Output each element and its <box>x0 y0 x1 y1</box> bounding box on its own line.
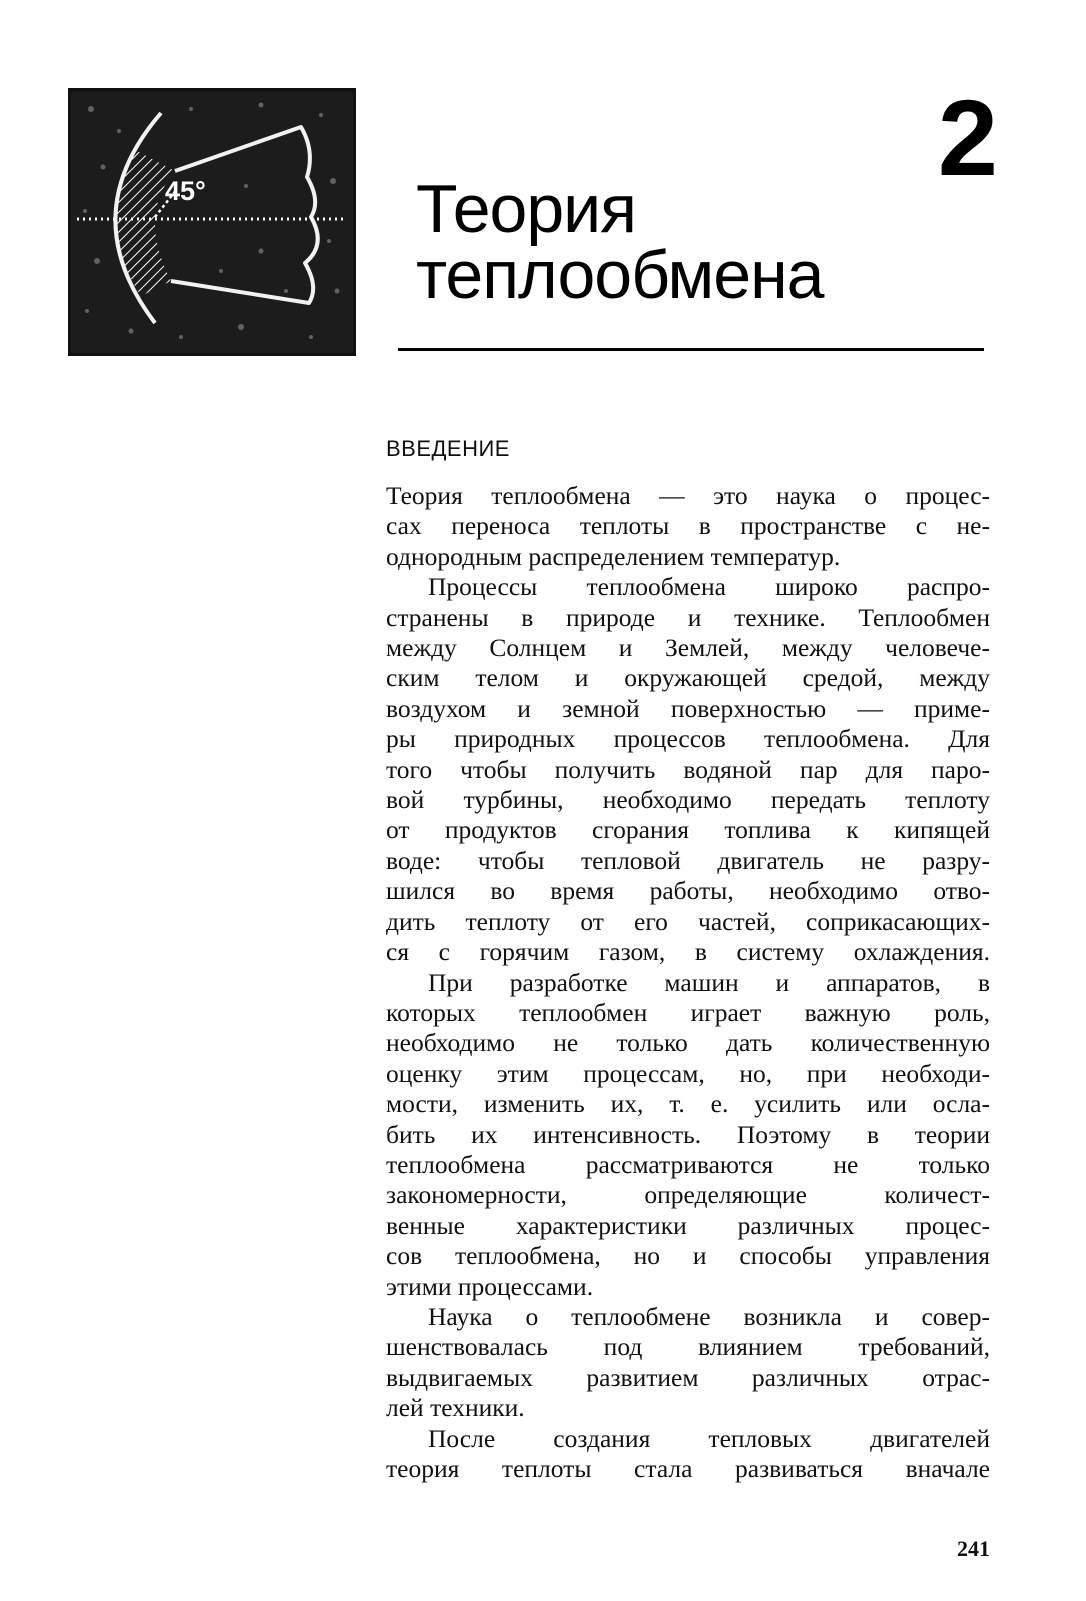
text-line: Процессы теплообмена широко распро- <box>428 572 990 602</box>
text-line: оценку этим процессам, но, при необходи- <box>386 1058 990 1088</box>
heat-angle-emblem-icon <box>71 91 353 353</box>
body-text <box>386 481 990 1484</box>
chapter-title-line-1: Теория <box>416 171 636 247</box>
text-line: После создания тепловых двигателей <box>428 1423 990 1453</box>
text-line: шился во время работы, необходимо отво- <box>386 876 990 906</box>
text-line: теплообмена рассматриваются не только <box>386 1149 990 1179</box>
paragraph-3 <box>386 968 990 1302</box>
text-line: необходимо не только дать количественную <box>386 1028 990 1058</box>
title-underline <box>398 348 984 351</box>
emblem-angle-label: 45° <box>165 176 206 206</box>
text-line: закономерности, определяющие количест- <box>386 1180 990 1210</box>
text-line: венные характеристики различных процес- <box>386 1210 990 1240</box>
text-line: которых теплообмен играет важную роль, <box>386 997 990 1027</box>
text-line: этими процессами. <box>386 1271 594 1301</box>
paragraph-2 <box>386 572 990 967</box>
text-line: бить их интенсивность. Поэтому в теории <box>386 1119 990 1149</box>
text-line: шенствовалась под влиянием требований, <box>386 1332 990 1362</box>
text-line: странены в природе и технике. Теплообмен <box>386 602 990 632</box>
text-line: Наука о теплообмене возникла и совер- <box>428 1301 990 1331</box>
paragraph-5 <box>386 1424 990 1485</box>
text-line: выдвигаемых развитием различных отрас- <box>386 1362 990 1392</box>
chapter-emblem <box>68 88 356 356</box>
section-heading: ВВЕДЕНИЕ <box>386 436 510 461</box>
text-line: ры природных процессов теплообмена. Для <box>386 724 990 754</box>
text-line: вой турбины, необходимо передать теплоту <box>386 785 990 815</box>
text-line: Теория теплообмена — это наука о процес- <box>386 481 990 510</box>
page-number: 241 <box>957 1536 990 1561</box>
text-line: воде: чтобы тепловой двигатель не разру- <box>386 845 990 875</box>
chapter-number: 2 <box>937 77 998 198</box>
text-line: однородным распределением температур. <box>386 541 841 571</box>
text-line: ским телом и окружающей средой, между <box>386 663 990 693</box>
text-line: воздухом и земной поверхностью — приме- <box>386 693 990 723</box>
chapter-title-line-2: теплообмена <box>416 237 824 313</box>
text-line: сов теплообмена, но и способы управления <box>386 1241 990 1271</box>
text-line: того чтобы получить водяной пар для паро- <box>386 754 990 784</box>
text-line: лей техники. <box>386 1393 525 1423</box>
text-line: ся с горячим газом, в систему охлаждения. <box>386 937 990 967</box>
paragraph-1 <box>386 481 990 572</box>
text-line: теория теплоты стала развиваться вначале <box>386 1454 990 1483</box>
text-line: дить теплоту от его частей, соприкасающих- <box>386 906 990 936</box>
text-line: сах переноса теплоты в пространстве с не- <box>386 511 990 541</box>
text-line: мости, изменить их, т. е. усилить или осла- <box>386 1089 990 1119</box>
chapter-title <box>416 171 824 313</box>
text-line: от продуктов сгорания топлива к кипящей <box>386 815 990 845</box>
text-line: При разработке машин и аппаратов, в <box>428 967 990 997</box>
text-line: между Солнцем и Землей, между человече- <box>386 633 990 663</box>
paragraph-4 <box>386 1302 990 1424</box>
